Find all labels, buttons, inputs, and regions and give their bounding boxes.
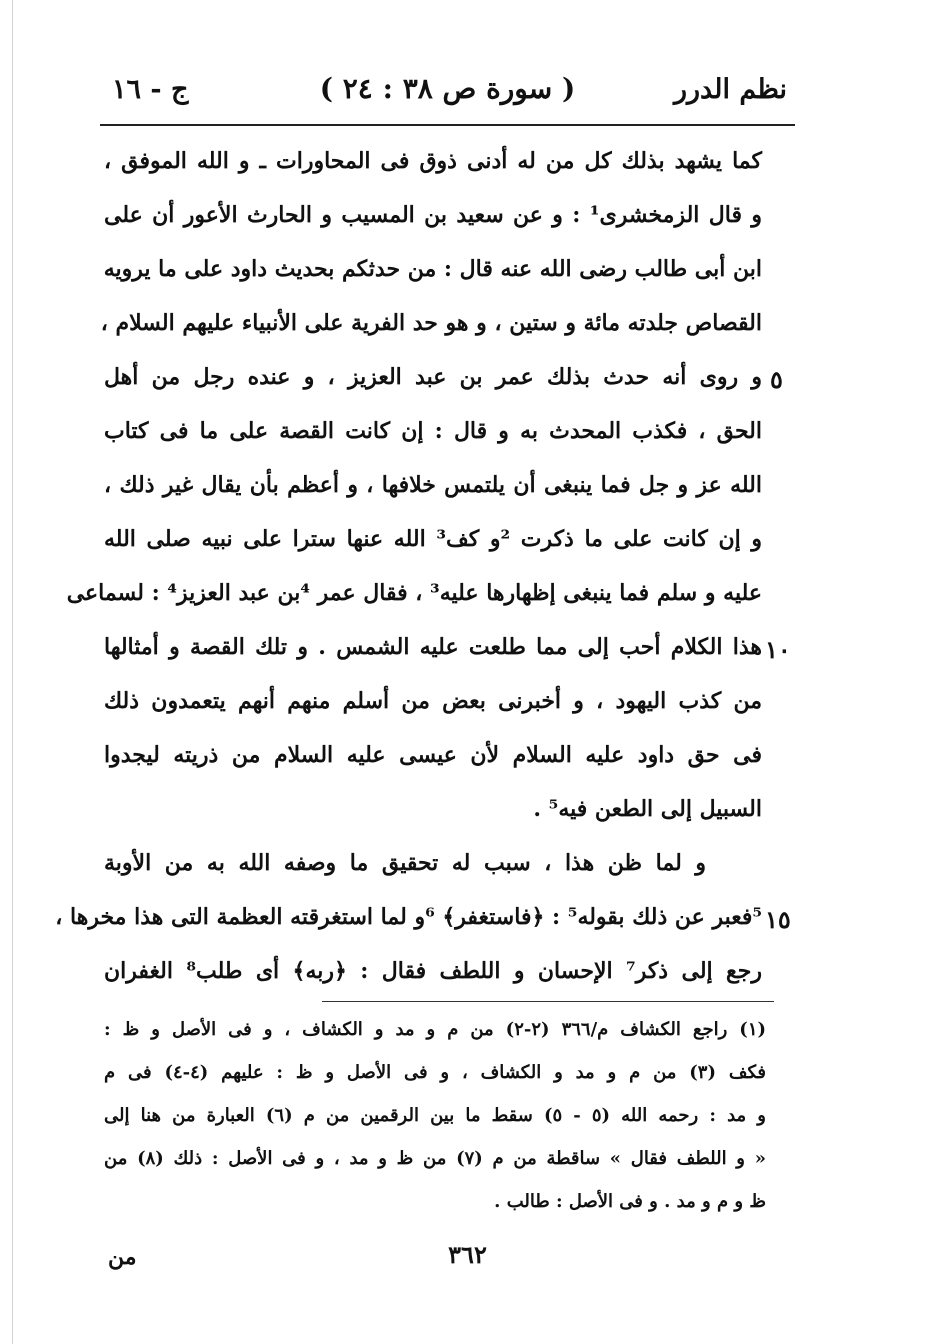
line-number-10: ١٠ (765, 635, 791, 664)
running-header (100, 68, 795, 118)
text-line: كما يشهد بذلك كل من له أدنى ذوق فى المحاورات ـ و الله الموفق ، (104, 148, 762, 174)
footnote-line: « و اللطف فقال » ساقطة من م (٧) من ظ و مد ، و فى الأصل : ذلك (٨) من (104, 1148, 766, 1169)
scan-edge-line (12, 0, 13, 1344)
text-line: عليه و سلم فما ينبغى إظهارها عليه³ ، فقال عمر ⁴بن عبد العزيز⁴ : لسماعى (66, 580, 762, 606)
volume-number: ج - ١٦ (112, 74, 189, 105)
text-line: الحق ، فكذب المحدث به و قال : إن كانت القصة على ما فى كتاب (104, 418, 762, 444)
page-number: ٣٦٢ (448, 1240, 487, 1269)
line-number-15: ١٥ (765, 905, 791, 934)
text-line: ابن أبى طالب رضى الله عنه قال : من حدثكم بحديث داود على ما يرويه (103, 256, 762, 282)
text-line: و روى أنه حدث بذلك عمر بن عبد العزيز ، و عنده رجل من أهل (104, 364, 762, 390)
footnotes (104, 1008, 766, 1223)
surah-reference: ( سورة ص ٣٨ : ٢٤ ) (319, 72, 576, 105)
footnote-line: ظ و م و مد . و فى الأصل : طالب . (494, 1191, 766, 1212)
main-text (55, 134, 762, 998)
catchword: من (108, 1244, 137, 1270)
header-rule (100, 124, 795, 126)
text-line: ⁵فعبر عن ذلك بقوله⁵ : ﴿فاستغفر﴾ ⁶و لما استغرقته العظمة التى هذا مخرها ، (55, 904, 762, 930)
text-line: القصاص جلدته مائة و ستين ، و هو حد الفرية على الأنبياء عليهم السلام ، (100, 310, 762, 336)
text-line: و قال الزمخشرى¹ : و عن سعيد بن المسيب و الحارث الأعور أن على (104, 202, 762, 228)
text-line: فى حق داود عليه السلام لأن عيسى عليه السلام من ذريته ليجدوا (104, 742, 762, 768)
text-line: رجع إلى ذكر⁷ الإحسان و اللطف فقال : ﴿ربه﴾ أى طلب⁸ الغفران (104, 958, 762, 984)
text-line: هذا الكلام أحب إلى مما طلعت عليه الشمس . و تلك القصة و أمثالها (104, 634, 762, 660)
book-title: نظم الدرر (673, 74, 787, 105)
line-number-5: ٥ (770, 365, 783, 394)
footnote-line: و مد : رحمه الله (٥ - ٥) سقط ما بين الرقمين من م (٦) العبارة من هنا إلى (104, 1105, 766, 1126)
footnote-line: فكف (٣) من م و مد و الكشاف ، و فى الأصل و ظ : عليهم (٤-٤) فى م (104, 1062, 766, 1083)
text-line: من كذب اليهود ، و أخبرنى بعض من أسلم منهم أنهم يتعمدون ذلك (104, 688, 762, 714)
text-line: و إن كانت على ما ذكرت ²و كف³ الله عنها سترا على نبيه صلى الله (104, 526, 762, 552)
text-line: الله عز و جل فما ينبغى أن يلتمس خلافها ، و أعظم بأن يقال غير ذلك ، (104, 472, 762, 498)
footnote-rule (322, 1001, 774, 1002)
footnote-line: (١) راجع الكشاف م/٣٦٦ (٢-٢) من م و مد و الكشاف ، و فى الأصل و ظ : (104, 1019, 767, 1040)
text-line: السبيل إلى الطعن فيه⁵ . (533, 796, 762, 822)
text-line: و لما ظن هذا ، سبب له تحقيق ما وصفه الله به من الأوبة (104, 850, 706, 876)
